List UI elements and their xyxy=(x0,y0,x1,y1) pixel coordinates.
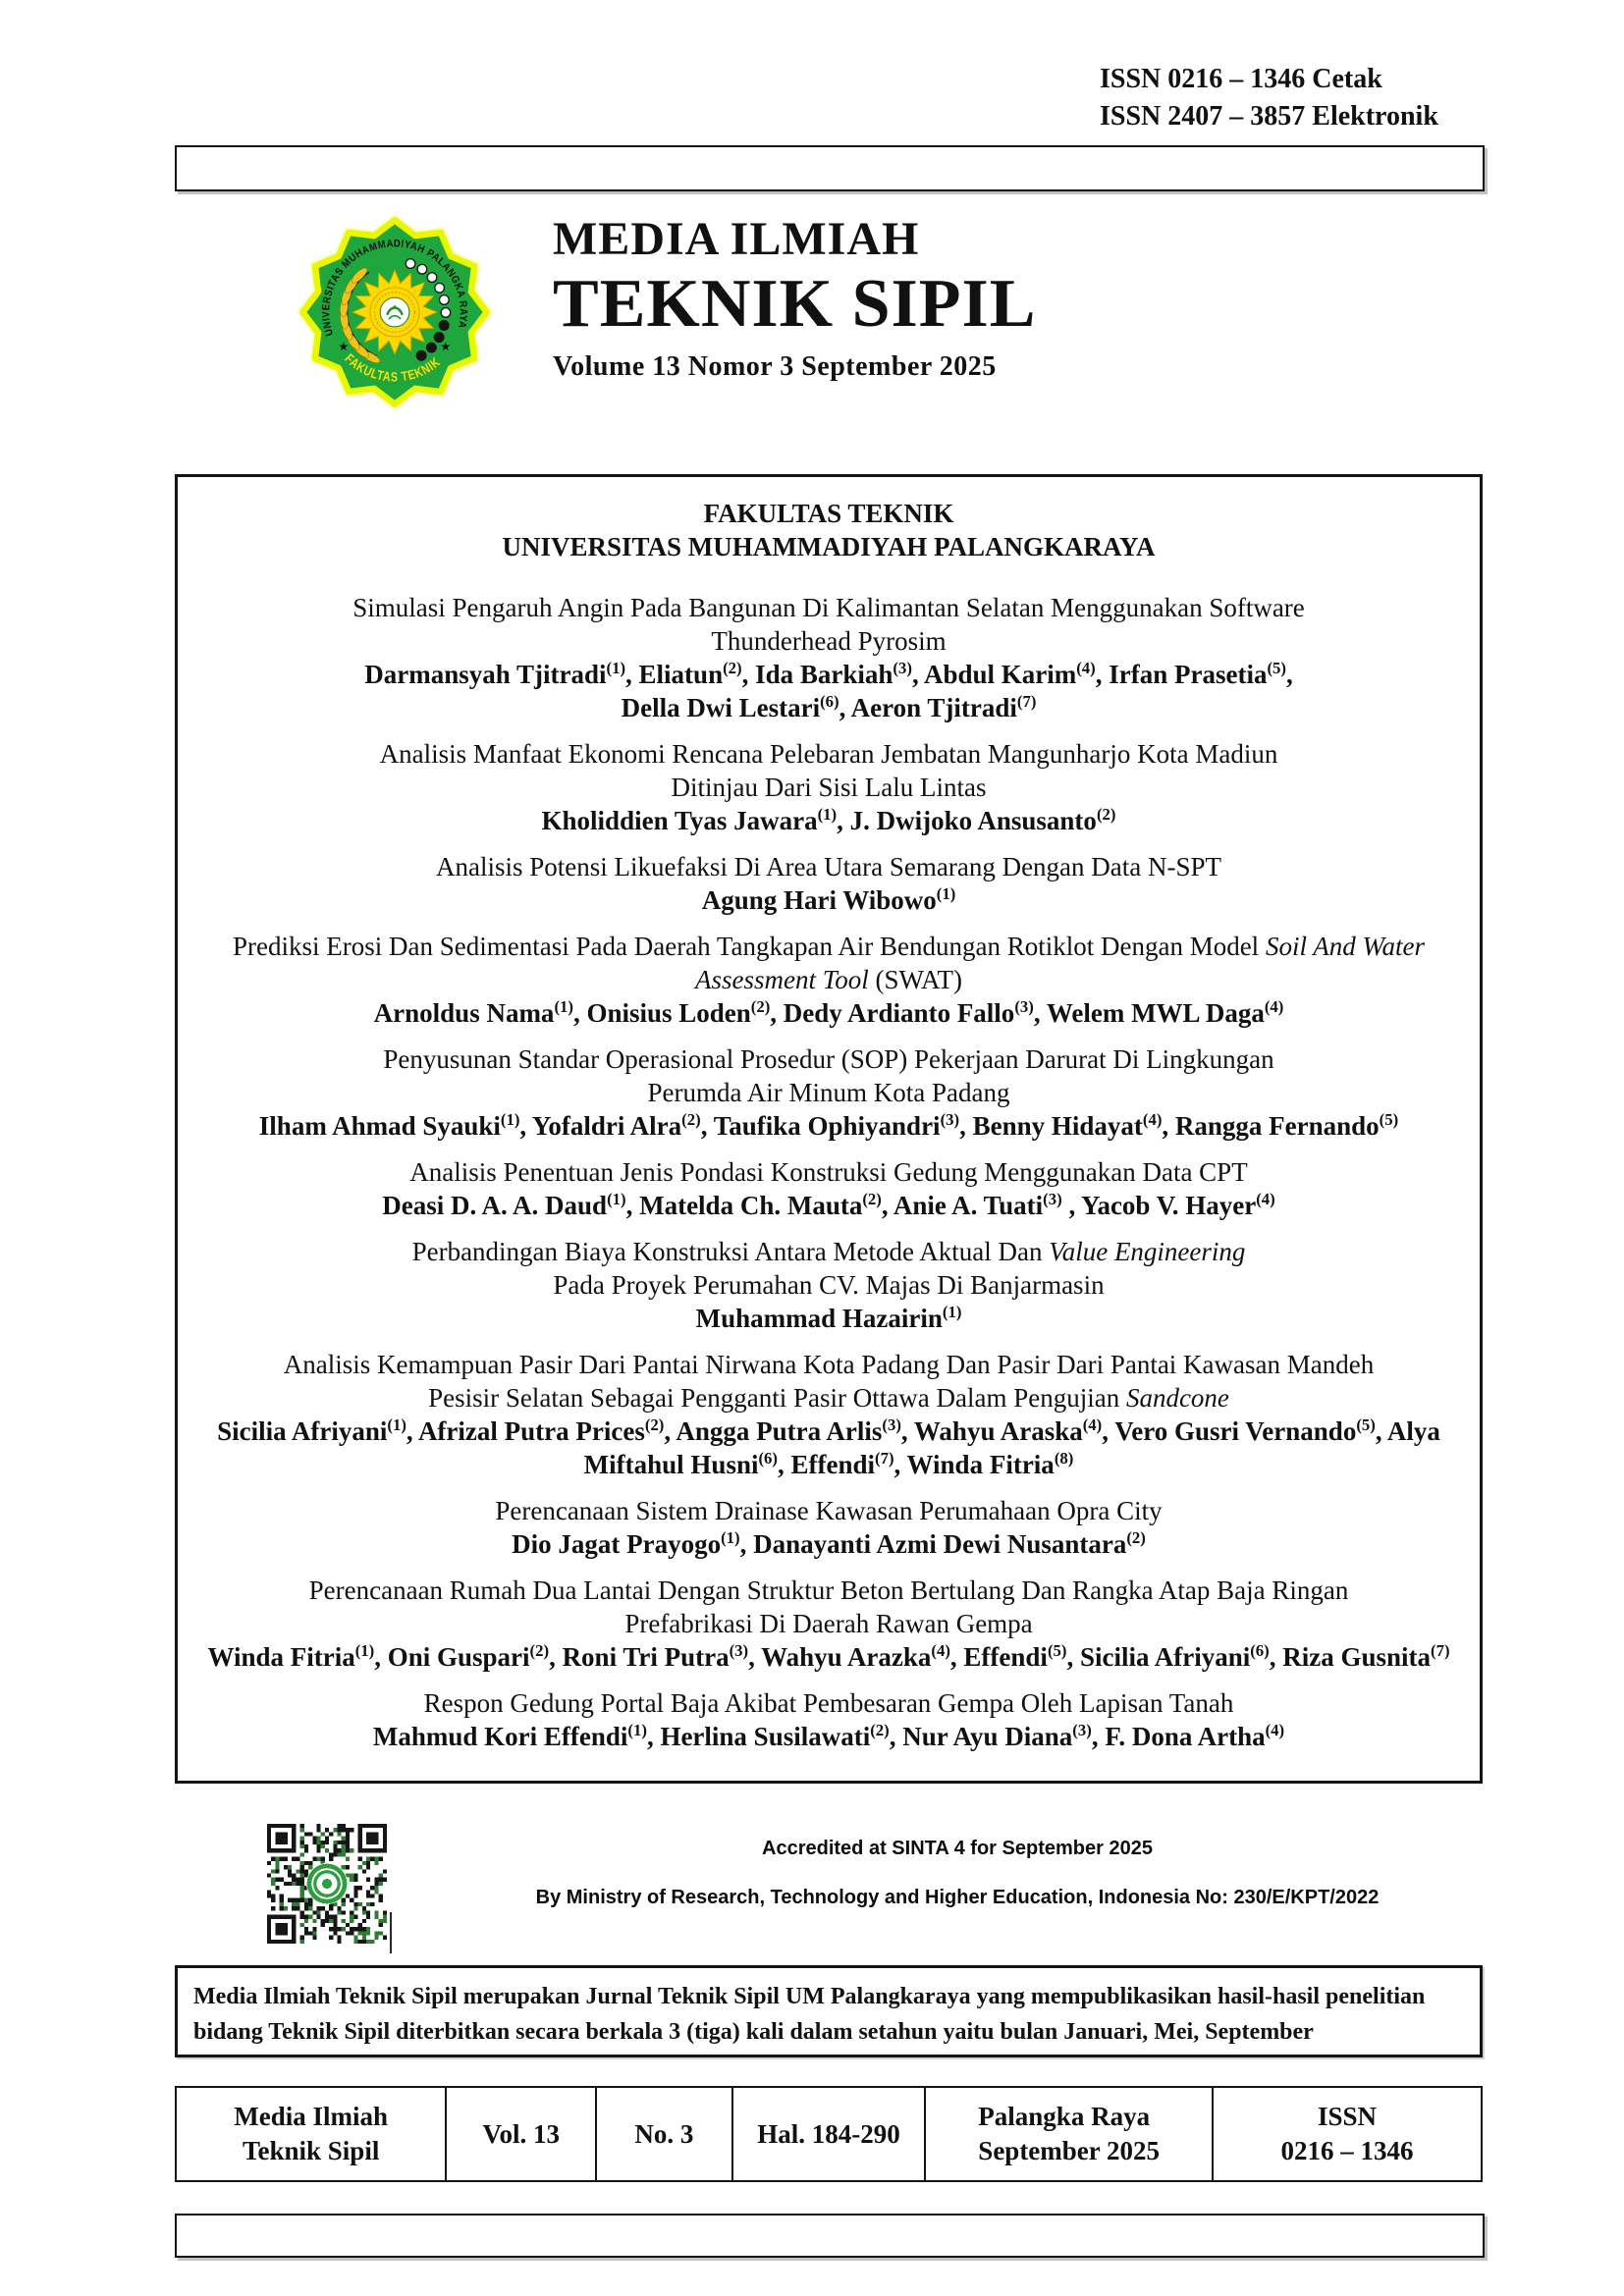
article-entry xyxy=(201,591,1456,724)
top-green-bar xyxy=(175,145,1485,191)
accreditation-line2: By Ministry of Research, Technology and Higher Education, Indonesia No: 230/E/KPT/2022 xyxy=(535,1887,1380,1908)
article-list xyxy=(201,591,1456,1753)
article-entry xyxy=(201,1155,1456,1222)
calligraphy-disc xyxy=(380,297,409,327)
journal-title-line2: TEKNIK SIPIL xyxy=(553,266,1037,343)
seal-star-left: ★ xyxy=(338,339,350,353)
calligraphy-dot xyxy=(394,305,397,308)
accreditation-block xyxy=(324,1838,1591,1909)
article-entry xyxy=(201,850,1456,917)
article-title-line: Ditinjau Dari Sisi Lalu Lintas xyxy=(671,773,987,802)
article-authors-line: Darmansyah Tjitradi$^{(1)}$, Eliatun$^{(2)}$, Ida Barkiah$^{(3)}$, Abdul Karim$^{(4)}$, Irfan Prasetia$^{(5)}$, xyxy=(364,659,1293,689)
article-authors-line: Mahmud Kori Effendi$^{(1)}$, Herlina Susilawati$^{(2)}$, Nur Ayu Diana$^{(3)}$, F. Dona Artha$^{(4)}$ xyxy=(372,1721,1285,1751)
article-title-line: Perencanaan Sistem Drainase Kawasan Perumahaan Opra City xyxy=(495,1496,1163,1525)
footer-cell: Vol. 13 xyxy=(446,2087,596,2181)
cursor-artifact xyxy=(390,1912,392,1953)
accreditation-line1: Accredited at SINTA 4 for September 2025 xyxy=(762,1838,1153,1859)
article-entry xyxy=(201,1235,1456,1335)
article-authors-line: Winda Fitria$^{(1)}$, Oni Guspari$^{(2)}$, Roni Tri Putra$^{(3)}$, Wahyu Arazka$^{(4)}$, Effendi$^{(5)}$, Sicilia Afriyani$^{(6)}$, Riza Gusnita$^{(7)}$ xyxy=(207,1641,1450,1672)
article-authors-line: Sicilia Afriyani$^{(1)}$, Afrizal Putra Prices$^{(2)}$, Angga Putra Arlis$^{(3)}$, Wahyu Araska$^{(4)}$, Vero Gusri Vernando$^{(5)}$, Alya xyxy=(217,1415,1440,1446)
article-title-line: Simulasi Pengaruh Angin Pada Bangunan Di Kalimantan Selatan Menggunakan Software xyxy=(352,593,1305,622)
footer-cell: Palangka Raya September 2025 xyxy=(925,2087,1213,2181)
article-title-line: Perumda Air Minum Kota Padang xyxy=(647,1078,1010,1107)
university-seal-icon xyxy=(295,202,495,422)
toc-header-faculty: FAKULTAS TEKNIK xyxy=(703,499,954,528)
article-authors-line: Agung Hari Wibowo$^{(1)}$ xyxy=(701,884,956,915)
footer-cell: No. 3 xyxy=(596,2087,731,2181)
article-authors-line: Deasi D. A. A. Daud$^{(1)}$, Matelda Ch. Mauta$^{(2)}$, Anie A. Tuati$^{(3)}$ , Yacob V. Hayer$^{(4)}$ xyxy=(382,1190,1275,1220)
article-entry xyxy=(201,737,1456,837)
journal-description-box xyxy=(175,1965,1483,2057)
article-title-line: Thunderhead Pyrosim xyxy=(711,626,947,656)
masthead xyxy=(553,212,1036,383)
article-entry xyxy=(201,1494,1456,1561)
article-authors-line: Della Dwi Lestari$^{(6)}$, Aeron Tjitradi$^{(7)}$ xyxy=(621,692,1037,722)
article-title-line: Analisis Potensi Likuefaksi Di Area Utara Semarang Dengan Data N-SPT xyxy=(435,852,1222,881)
bottom-green-bar xyxy=(175,2214,1485,2258)
article-title-line: Assessment Tool (SWAT) xyxy=(694,965,963,994)
description-line1: Media Ilmiah Teknik Sipil merupakan Jurnal Teknik Sipil UM Palangkaraya yang mempublikasikan hasil-hasil penelitian xyxy=(193,1984,1426,2009)
footer-cell: ISSN 0216 – 1346 xyxy=(1213,2087,1482,2181)
article-authors-line: Ilham Ahmad Syauki$^{(1)}$, Yofaldri Alra$^{(2)}$, Taufika Ophiyandri$^{(3)}$, Benny Hidayat$^{(4)}$, Rangga Fernando$^{(5)}$ xyxy=(258,1110,1399,1141)
article-entry xyxy=(201,930,1456,1030)
article-title-line: Analisis Penentuan Jenis Pondasi Konstruksi Gedung Menggunakan Data CPT xyxy=(409,1157,1248,1187)
article-authors-line: Kholiddien Tyas Jawara$^{(1)}$, J. Dwijoko Ansusanto$^{(2)}$ xyxy=(541,805,1116,835)
article-authors-line: Dio Jagat Prayogo$^{(1)}$, Danayanti Azmi Dewi Nusantara$^{(2)}$ xyxy=(512,1528,1146,1559)
article-title-line: Pada Proyek Perumahan CV. Majas Di Banjarmasin xyxy=(553,1270,1105,1300)
seal-arc-text-bottom: FAKULTAS TEKNIK xyxy=(342,350,445,385)
article-title-line: Prefabrikasi Di Daerah Rawan Gempa xyxy=(624,1609,1033,1638)
article-title-line: Respon Gedung Portal Baja Akibat Pembesaran Gempa Oleh Lapisan Tanah xyxy=(423,1688,1234,1718)
article-authors-line: Arnoldus Nama$^{(1)}$, Onisius Loden$^{(2)}$, Dedy Ardianto Fallo$^{(3)}$, Welem MWL Daga$^{(4)}$ xyxy=(373,997,1284,1028)
article-authors-line: Miftahul Husni$^{(6)}$, Effendi$^{(7)}$, Winda Fitria$^{(8)}$ xyxy=(583,1449,1074,1479)
footer-table-row xyxy=(176,2087,1482,2181)
footer-cell: Hal. 184-290 xyxy=(732,2087,926,2181)
article-entry xyxy=(201,1574,1456,1674)
article-title-line: Perbandingan Biaya Konstruksi Antara Metode Aktual Dan Value Engineering xyxy=(411,1237,1246,1266)
journal-title-line1: MEDIA ILMIAH xyxy=(553,213,920,265)
seal-arc-text-top: UNIVERSITAS MUHAMMADIYAH PALANGKA RAYA xyxy=(320,238,469,338)
toc-header xyxy=(201,497,1456,563)
table-of-contents-box xyxy=(175,474,1483,1784)
article-entry xyxy=(201,1348,1456,1481)
issn-print: ISSN 0216 – 1346 Cetak xyxy=(1100,64,1382,94)
issn-block xyxy=(1100,61,1438,135)
article-title-line: Perencanaan Rumah Dua Lantai Dengan Struktur Beton Bertulang Dan Rangka Atap Baja Ringan xyxy=(308,1575,1349,1605)
description-line2: bidang Teknik Sipil diterbitkan secara berkala 3 (tiga) kali dalam setahun yaitu bulan Januari, Mei, September xyxy=(193,2019,1314,2045)
university-seal-logo xyxy=(295,202,495,422)
article-entry xyxy=(201,1686,1456,1753)
footer-cell: Media Ilmiah Teknik Sipil xyxy=(176,2087,446,2181)
seal-star-right: ★ xyxy=(440,339,452,353)
article-title-line: Penyusunan Standar Operasional Prosedur (SOP) Pekerjaan Darurat Di Lingkungan xyxy=(383,1044,1274,1074)
article-title-line: Prediksi Erosi Dan Sedimentasi Pada Daerah Tangkapan Air Bendungan Rotiklot Dengan Model Soil And Water xyxy=(233,932,1425,961)
article-title-line: Analisis Manfaat Ekonomi Rencana Pelebaran Jembatan Mangunharjo Kota Madiun xyxy=(379,739,1278,769)
issn-electronic: ISSN 2407 – 3857 Elektronik xyxy=(1100,101,1438,132)
toc-header-university: UNIVERSITAS MUHAMMADIYAH PALANGKARAYA xyxy=(502,532,1156,561)
article-authors-line: Muhammad Hazairin$^{(1)}$ xyxy=(695,1303,962,1333)
article-title-line: Pesisir Selatan Sebagai Pengganti Pasir Ottawa Dalam Pengujian Sandcone xyxy=(428,1383,1229,1413)
volume-issue-line: Volume 13 Nomor 3 September 2025 xyxy=(553,351,997,383)
footer-info-table xyxy=(175,2086,1483,2182)
article-entry xyxy=(201,1042,1456,1143)
article-title-line: Analisis Kemampuan Pasir Dari Pantai Nirwana Kota Padang Dan Pasir Dari Pantai Kawasan Mandeh xyxy=(283,1350,1375,1379)
